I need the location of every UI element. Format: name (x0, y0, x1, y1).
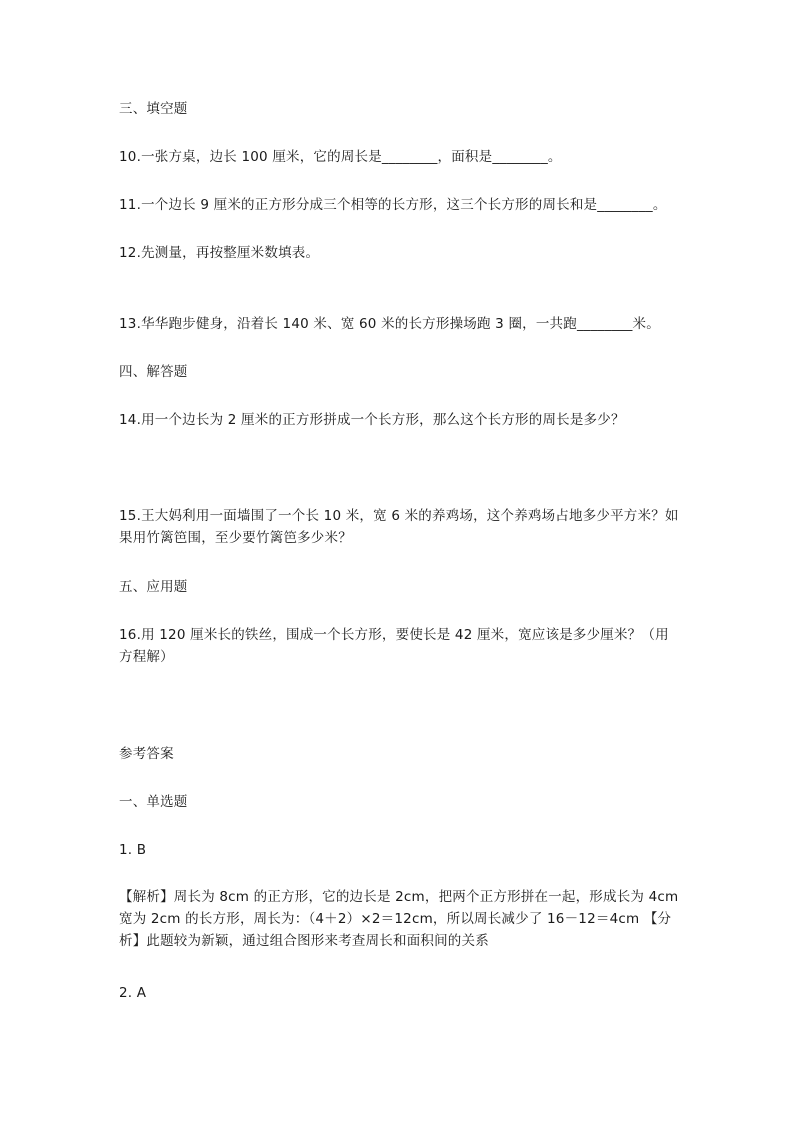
answers-section-1-heading: 一、单选题 (119, 794, 188, 810)
question-15: 15.王大妈利用一面墙围了一个长 10 米，宽 6 米的养鸡场，这个养鸡场占地多少平方米？如果用竹篱笆围，至少要竹篱笆多少米？ (119, 508, 679, 546)
section-3-heading: 三、填空题 (119, 101, 188, 117)
section-4-heading: 四、解答题 (119, 364, 188, 380)
question-12: 12.先测量，再按整厘米数填表。 (119, 245, 320, 261)
answer-2: 2. A (119, 985, 147, 1001)
question-11: 11.一个边长 9 厘米的正方形分成三个相等的长方形，这三个长方形的周长和是________。 (119, 197, 667, 213)
question-10: 10.一张方桌，边长 100 厘米，它的周长是________，面积是________。 (119, 149, 562, 165)
question-14: 14.用一个边长为 2 厘米的正方形拼成一个长方形，那么这个长方形的周长是多少？ (119, 412, 625, 428)
answers-heading: 参考答案 (119, 746, 174, 762)
question-13: 13.华华跑步健身，沿着长 140 米、宽 60 米的长方形操场跑 3 圈，一共跑________米。 (119, 316, 660, 332)
answer-1: 1. B (119, 842, 147, 858)
answer-1-explanation: 【解析】周长为 8cm 的正方形，它的边长是 2cm，把两个正方形拼在一起，形成长为 4cm 宽为 2cm 的长方形，周长为：（4＋2）×2＝12cm，所以周长减少了 16－12＝4cm 【分析】此题较为新颖，通过组合图形来考查周长和面积间的关系 (119, 889, 679, 949)
section-5-heading: 五、应用题 (119, 579, 188, 595)
question-16: 16.用 120 厘米长的铁丝，围成一个长方形，要使长是 42 厘米，宽应该是多少厘米？（用方程解） (119, 627, 669, 665)
